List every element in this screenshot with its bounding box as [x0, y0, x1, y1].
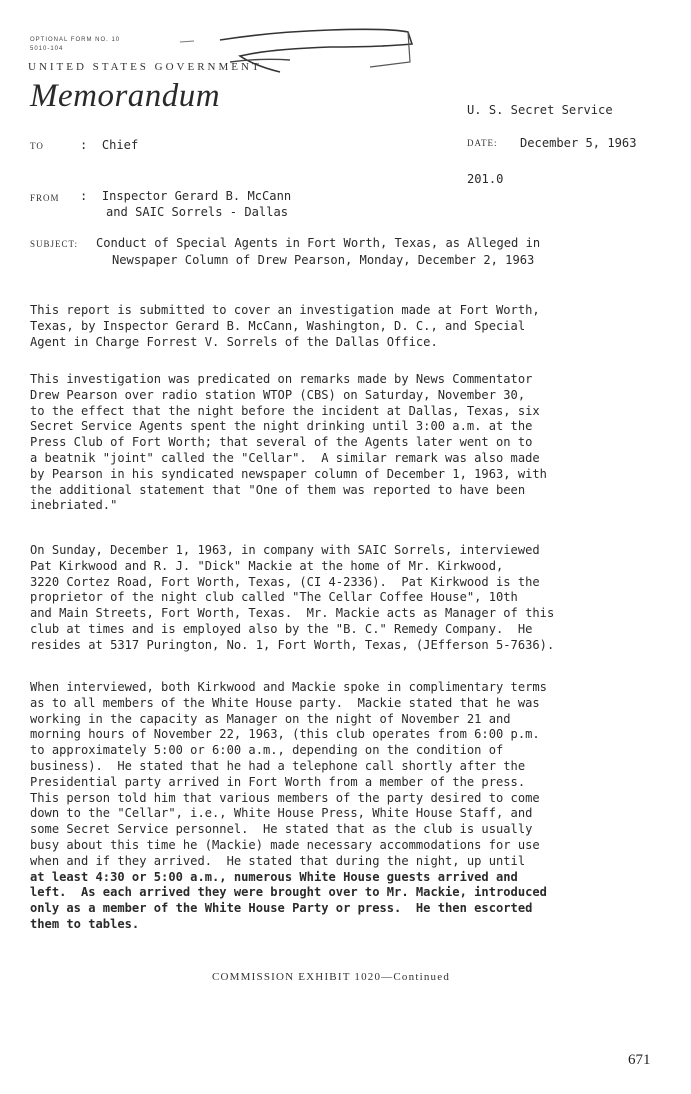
text-line: Agent in Charge Forrest V. Sorrels of the Dallas Office.	[30, 334, 438, 349]
text-line: This report is submitted to cover an investigation made at Fort Worth,	[30, 303, 540, 317]
text-line: at least 4:30 or 5:00 a.m., numerous White House guests arrived and	[30, 869, 518, 884]
file-number: 201.0	[467, 172, 504, 186]
text-line: when and if they arrived. He stated that during the night, up until	[30, 853, 526, 868]
from-value-line2: and SAIC Sorrels - Dallas	[106, 205, 289, 219]
paragraph-1	[30, 303, 540, 350]
text-line: busy about this time he (Mackie) made necessary accommodations for use	[30, 837, 540, 852]
subject-line1: Conduct of Special Agents in Fort Worth, Texas, as Alleged in	[96, 236, 541, 250]
text-line: some Secret Service personnel. He stated that as the club is usually	[30, 822, 533, 837]
text-line: by Pearson in his syndicated newspaper column of December 1, 1963, with	[30, 466, 547, 481]
from-label: FROM	[30, 193, 60, 203]
text-line: down to the "Cellar", i.e., White House Press, White House Staff, and	[30, 806, 533, 821]
date-value: December 5, 1963	[520, 136, 637, 150]
text-line: Press Club of Fort Worth; that several of the Agents later went on to	[30, 435, 533, 450]
to-label: TO	[30, 141, 44, 151]
subject-line2: Newspaper Column of Drew Pearson, Monday, December 2, 1963	[112, 253, 535, 267]
paragraph-4	[30, 680, 547, 933]
handwritten-scribble	[180, 22, 430, 74]
date-label: DATE:	[467, 138, 498, 148]
text-line: morning hours of November 22, 1963, (this club operates from 6:00 p.m.	[30, 727, 540, 742]
page-number: 671	[628, 1052, 651, 1068]
agency-name: U. S. Secret Service	[467, 103, 613, 117]
text-line: club at times and is employed also by the "B. C." Remedy Company. He	[30, 621, 533, 636]
form-number: OPTIONAL FORM NO. 10	[30, 37, 121, 43]
text-line: When interviewed, both Kirkwood and Mackie spoke in complimentary terms	[30, 680, 547, 694]
text-line: to the effect that the night before the incident at Dallas, Texas, six	[30, 403, 540, 418]
text-line: the additional statement that "One of them was reported to have been	[30, 482, 526, 497]
text-line: resides at 5317 Purington, No. 1, Fort Worth, Texas, (JEfferson 5-7636).	[30, 637, 555, 652]
paragraph-2	[30, 372, 547, 514]
text-line: them to tables.	[30, 916, 140, 931]
to-value: : Chief	[80, 138, 139, 152]
text-line: left. As each arrived they were brought over to Mr. Mackie, introduced	[30, 885, 547, 900]
text-line: Presidential party arrived in Fort Worth from a member of the press.	[30, 774, 526, 789]
text-line: Drew Pearson over radio station WTOP (CBS) on Saturday, November 30,	[30, 387, 526, 402]
text-line: Texas, by Inspector Gerard B. McCann, Washington, D. C., and Special	[30, 318, 526, 333]
text-line: Pat Kirkwood and R. J. "Dick" Mackie at the home of Mr. Kirkwood,	[30, 558, 504, 573]
government-line: UNITED STATES GOVERNMENT	[28, 61, 262, 73]
text-line: business). He stated that he had a telephone call shortly after the	[30, 758, 526, 773]
subject-label: SUBJECT:	[30, 239, 79, 249]
text-line: Secret Service Agents spent the night drinking until 3:00 a.m. at the	[30, 419, 533, 434]
text-line: This person told him that various members of the party desired to come	[30, 790, 540, 805]
text-line: to approximately 5:00 or 6:00 a.m., depending on the condition of	[30, 743, 504, 758]
form-number-sub: 5010-104	[30, 46, 64, 52]
text-line: working in the capacity as Manager on the night of November 21 and	[30, 711, 511, 726]
text-line: and Main Streets, Fort Worth, Texas. Mr. Mackie acts as Manager of this	[30, 606, 555, 621]
text-line: On Sunday, December 1, 1963, in company with SAIC Sorrels, interviewed	[30, 543, 540, 557]
text-line: a beatnik "joint" called the "Cellar". A similar remark was also made	[30, 450, 540, 465]
text-line: This investigation was predicated on remarks made by News Commentator	[30, 372, 533, 386]
from-value-line1: : Inspector Gerard B. McCann	[80, 189, 292, 203]
text-line: 3220 Cortez Road, Fort Worth, Texas, (CI 4-2336). Pat Kirkwood is the	[30, 574, 540, 589]
text-line: inebriated."	[30, 498, 118, 513]
memorandum-title: Memorandum	[30, 78, 221, 114]
text-line: proprietor of the night club called "The Cellar Coffee House", 10th	[30, 590, 518, 605]
exhibit-caption: COMMISSION EXHIBIT 1020—Continued	[212, 971, 451, 983]
text-line: only as a member of the White House Party or press. He then escorted	[30, 901, 533, 916]
text-line: as to all members of the White House party. Mackie stated that he was	[30, 695, 540, 710]
paragraph-3	[30, 543, 554, 654]
